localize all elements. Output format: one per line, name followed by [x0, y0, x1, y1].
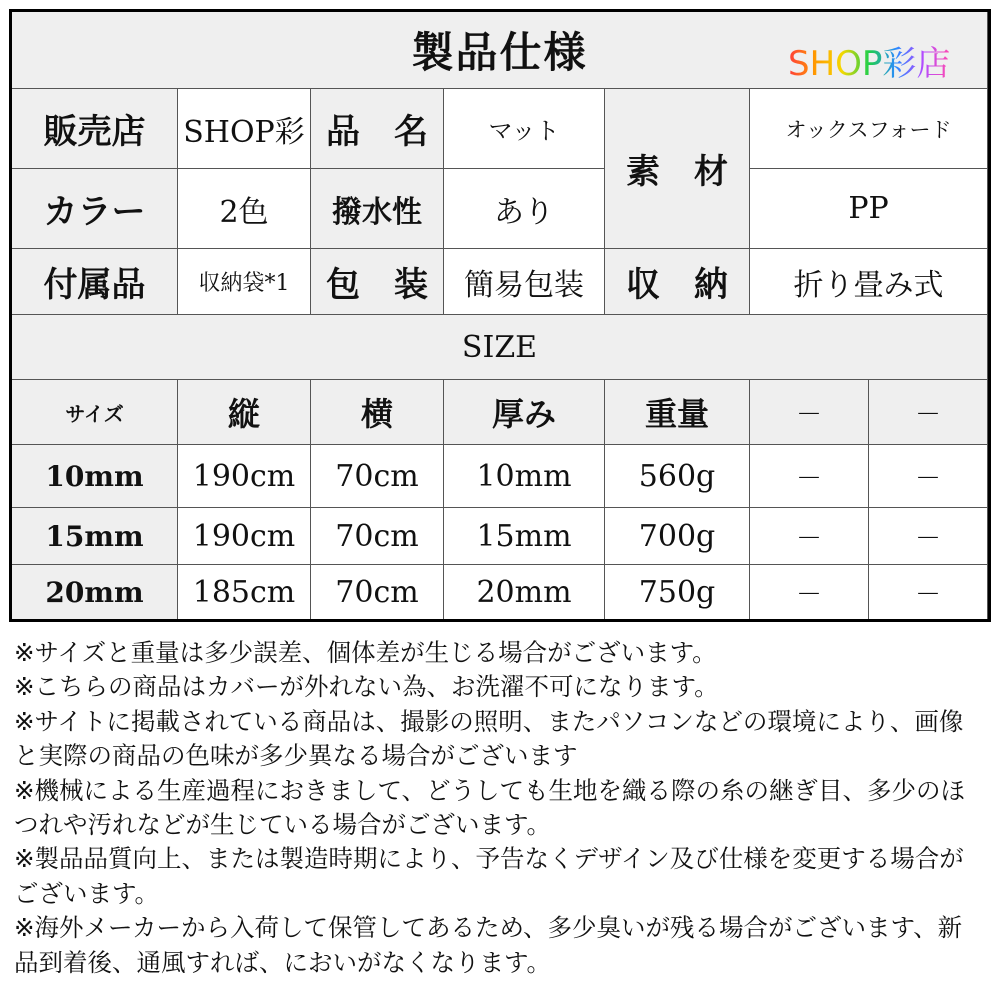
size-cell-thickness: 20mm [444, 565, 605, 619]
size-cell-width: 70cm [311, 445, 444, 508]
spec-table [9, 9, 991, 622]
value-accessories: 収納袋*1 [178, 249, 311, 315]
size-cell-extra-1: － [750, 445, 869, 508]
size-header-size: サイズ [12, 380, 178, 445]
size-row-label: 20mm [12, 565, 178, 619]
size-cell-weight: 560g [605, 445, 750, 508]
size-cell-extra-2: － [869, 565, 988, 619]
note-item: ※サイトに掲載されている商品は、撮影の照明、またパソコンなどの環境により、画像と実際の商品の色味が多少異なる場合がございます [14, 706, 964, 771]
brand-logo: SHOP彩店 [788, 36, 950, 85]
note-item: ※こちらの商品はカバーが外れない為、お洗濯不可になります。 [14, 672, 719, 702]
value-product-name: マット [444, 89, 605, 169]
size-cell-thickness: 10mm [444, 445, 605, 508]
note-item: ※サイズと重量は多少誤差、個体差が生じる場合がございます。 [14, 638, 717, 667]
size-cell-length: 185cm [178, 565, 311, 619]
notes-list [14, 636, 986, 980]
size-header-length: 縦 [178, 380, 311, 445]
value-packaging: 簡易包装 [444, 249, 605, 315]
value-seller: SHOP彩 [178, 89, 311, 169]
value-color: 2色 [178, 169, 311, 249]
label-material: 素 材 [605, 89, 750, 249]
size-cell-width: 70cm [311, 508, 444, 565]
size-header-weight: 重量 [605, 380, 750, 445]
label-packaging: 包 装 [311, 249, 444, 315]
label-accessories: 付属品 [12, 249, 178, 315]
size-header-extra-1: － [750, 380, 869, 445]
size-row-label: 15mm [12, 508, 178, 565]
value-water-repellent: あり [444, 169, 605, 249]
size-cell-length: 190cm [178, 508, 311, 565]
size-cell-extra-2: － [869, 445, 988, 508]
size-header-extra-2: － [869, 380, 988, 445]
size-cell-thickness: 15mm [444, 508, 605, 565]
size-cell-extra-1: － [750, 508, 869, 565]
value-storage: 折り畳み式 [750, 249, 988, 315]
size-cell-length: 190cm [178, 445, 311, 508]
label-product-name: 品 名 [311, 89, 444, 169]
size-section-title: SIZE [12, 315, 988, 380]
size-cell-extra-1: － [750, 565, 869, 619]
size-cell-extra-2: － [869, 508, 988, 565]
label-water-repellent: 撥水性 [311, 169, 444, 249]
value-material-2: PP [750, 169, 988, 249]
size-cell-weight: 700g [605, 508, 750, 565]
size-cell-weight: 750g [605, 565, 750, 619]
note-item: ※機械による生産過程におきまして、どうしても生地を織る際の糸の継ぎ目、多少のほつれや汚れなどが生じている場合がございます。 [14, 775, 966, 840]
label-seller: 販売店 [12, 89, 178, 169]
label-storage: 収 納 [605, 249, 750, 315]
label-color: カラー [12, 169, 178, 249]
size-header-thickness: 厚み [444, 380, 605, 445]
note-item: ※海外メーカーから入荷して保管してあるため、多少臭いが残る場合がございます、新品到着後、通風すれば、においがなくなります。 [14, 913, 963, 977]
size-cell-width: 70cm [311, 565, 444, 619]
value-material-1: オックスフォード [750, 89, 988, 169]
size-header-width: 横 [311, 380, 444, 445]
note-item: ※製品品質向上、または製造時期により、予告なくデザイン及び仕様を変更する場合がございます。 [14, 844, 964, 908]
size-row-label: 10mm [12, 445, 178, 508]
page-title: 製品仕様 [411, 28, 588, 77]
